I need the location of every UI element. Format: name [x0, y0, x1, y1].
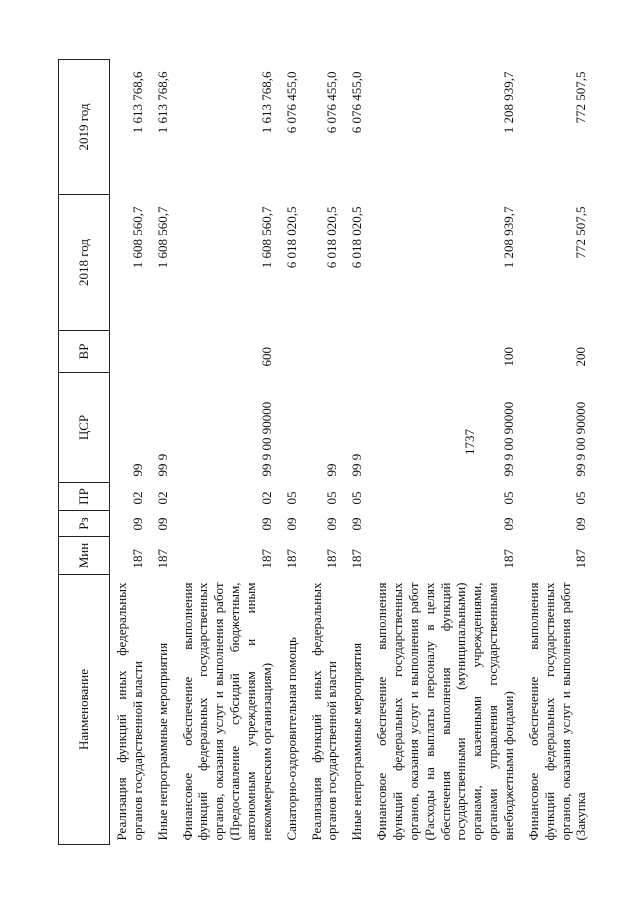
row-pr: 05	[324, 491, 340, 505]
row-csr: 99	[324, 463, 340, 477]
row-rz: 09	[573, 517, 589, 531]
row-min: 187	[129, 549, 145, 569]
table-row	[151, 60, 176, 845]
row-2018: 772 507,5	[573, 206, 589, 259]
row-2019: 1 613 768,6	[154, 71, 170, 134]
table-header-row	[59, 60, 110, 845]
row-vr	[110, 331, 151, 373]
row-2019: 772 507,5	[573, 71, 589, 124]
row-min: 187	[283, 549, 299, 569]
row-min: 187	[258, 549, 274, 569]
row-vr	[345, 331, 370, 373]
row-2018: 6 018 020,5	[324, 206, 340, 269]
row-2019: 1 613 768,6	[258, 71, 274, 134]
row-2019: 1 613 768,6	[129, 71, 145, 134]
row-name: Финансовое обеспечение выполнения функций федеральных государственных органов, оказания услуг и выполнения работ (Расходы на выплаты персоналу в целях обеспечения выполнения функций государственными (муниципальными) органами, казенными учреждениями, органами управления государственными внебюджетными фондами)	[374, 582, 517, 841]
row-pr: 02	[154, 491, 170, 505]
row-min: 187	[349, 549, 365, 569]
row-pr: 05	[501, 491, 517, 505]
row-2018: 1 608 560,7	[129, 206, 145, 269]
header-vr: ВР	[59, 331, 110, 373]
row-rz: 09	[283, 517, 299, 531]
table-row	[370, 60, 522, 845]
header-2018: 2018 год	[59, 195, 110, 331]
row-min: 187	[154, 549, 170, 569]
row-rz: 09	[324, 517, 340, 531]
row-csr: 99 9	[349, 453, 365, 477]
row-name: Финансовое обеспечение выполнения функций федеральных государственных органов, оказания услуг и выполнения работ (Предоставление субсидий бюджетным, автономным учреждениям и иным некоммерческим организациям)	[179, 582, 274, 841]
header-pr: ПР	[59, 483, 110, 511]
table-row	[280, 60, 305, 845]
row-csr: 99	[129, 463, 145, 477]
row-name: Реализация функций иных федеральных органов государственной власти	[308, 582, 340, 841]
page-number: 1737	[462, 429, 477, 455]
row-csr: 99 9 00 90000	[258, 401, 274, 477]
row-min: 187	[501, 549, 517, 569]
row-2018: 1 208 939,7	[501, 206, 517, 269]
row-min: 187	[573, 549, 589, 569]
table-row	[522, 60, 594, 845]
row-rz: 09	[154, 517, 170, 531]
row-2019: 1 208 939,7	[501, 71, 517, 134]
header-name: Наименование	[59, 575, 110, 845]
row-name: Финансовое обеспечение выполнения функций федеральных государственных органов, оказания услуг и выполнения работ (Закупка	[525, 582, 589, 841]
row-vr	[151, 331, 176, 373]
table-row	[305, 60, 346, 845]
row-csr: 99 9 00 90000	[501, 401, 517, 477]
row-2019: 6 076 455,0	[349, 71, 365, 134]
header-2019: 2019 год	[59, 60, 110, 195]
row-2018: 6 018 020,5	[349, 206, 365, 269]
header-min: Мин	[59, 537, 110, 575]
row-rz: 09	[501, 517, 517, 531]
table-row	[345, 60, 370, 845]
row-vr: 600	[258, 347, 274, 367]
row-2018: 6 018 020,5	[283, 206, 299, 269]
rotated-page-content	[58, 60, 589, 845]
row-2018: 1 608 560,7	[154, 206, 170, 269]
row-pr: 05	[283, 491, 299, 505]
row-name: Иные непрограммные мероприятия	[154, 642, 170, 841]
row-csr: 99 9	[154, 453, 170, 477]
row-rz: 09	[129, 517, 145, 531]
row-csr: 99 9 00 90000	[573, 401, 589, 477]
row-vr: 100	[501, 347, 517, 367]
budget-table	[58, 59, 594, 845]
row-pr: 05	[349, 491, 365, 505]
row-pr: 02	[129, 491, 145, 505]
table-row	[176, 60, 280, 845]
row-rz: 09	[258, 517, 274, 531]
row-2019: 6 076 455,0	[324, 71, 340, 134]
row-name: Санаторно-оздоровительная помощь	[283, 637, 299, 841]
table-row	[110, 60, 151, 845]
row-2018: 1 608 560,7	[258, 206, 274, 269]
row-vr	[280, 331, 305, 373]
row-name: Реализация функций иных федеральных органов государственной власти	[114, 582, 145, 841]
row-vr: 200	[573, 347, 589, 367]
row-csr	[280, 373, 305, 483]
row-2019: 6 076 455,0	[283, 71, 299, 134]
row-pr: 05	[573, 491, 589, 505]
row-name: Иные непрограммные мероприятия	[349, 642, 365, 841]
row-pr: 02	[258, 491, 274, 505]
header-csr: ЦСР	[59, 373, 110, 483]
row-min: 187	[324, 549, 340, 569]
row-rz: 09	[349, 517, 365, 531]
header-rz: Рз	[59, 511, 110, 537]
row-vr	[305, 331, 346, 373]
